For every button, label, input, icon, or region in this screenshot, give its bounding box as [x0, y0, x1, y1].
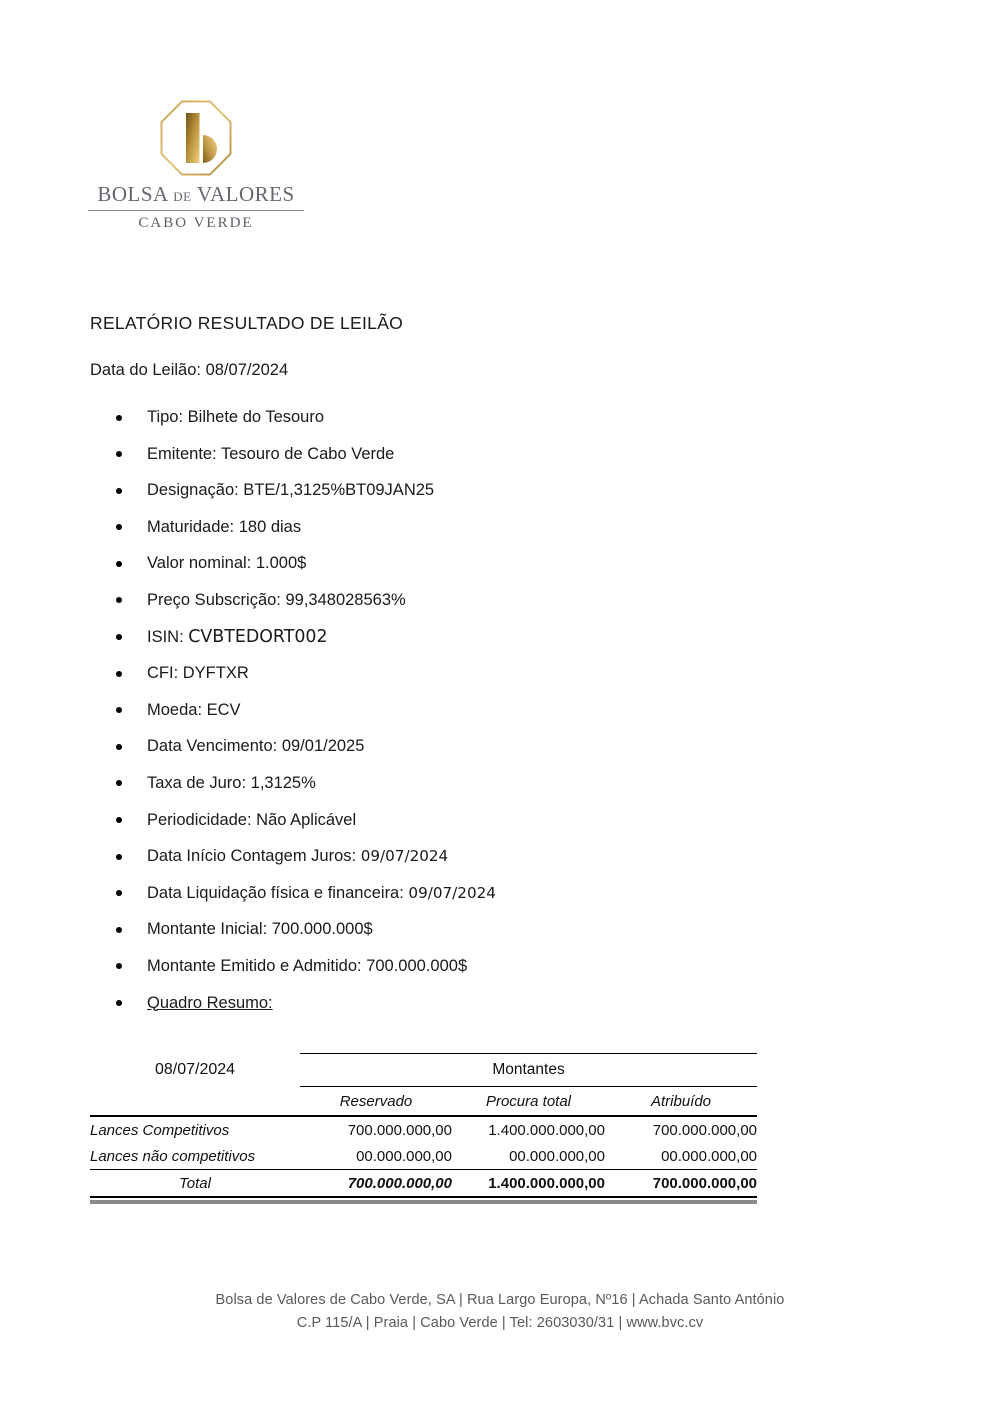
list-item-emitente: Emitente: Tesouro de Cabo Verde — [90, 443, 940, 466]
summary-table — [90, 1053, 757, 1198]
list-item-data-liquidacao: Data Liquidação física e financeira: 09/07/2024 — [90, 882, 940, 905]
cell-atribuido: 700.000.000,00 — [652, 1121, 758, 1139]
col-header-atribuido: Atribuído — [605, 1087, 757, 1117]
details-list — [90, 406, 940, 1028]
total-reservado: 700.000.000,00 — [300, 1170, 452, 1198]
list-item-preco-subscricao: Preço Subscrição: 99,348028563% — [90, 589, 940, 612]
logo-subtitle: CABO VERDE — [138, 215, 254, 231]
cell-procura-total: 1.400.000.000,00 — [488, 1121, 605, 1139]
list-item-periodicidade: Periodicidade: Não Aplicável — [90, 809, 940, 832]
footer-contact-line: C.P 115/A | Praia | Cabo Verde | Tel: 2603030/31 | www.bvc.cv — [296, 1315, 704, 1331]
list-item-quadro-resumo: Quadro Resumo: — [90, 992, 940, 1015]
list-item-cfi: CFI: DYFTXR — [90, 662, 940, 685]
table-row-lances-competitivos — [90, 1116, 757, 1143]
list-item-designacao: Designação: BTE/1,3125%BT09JAN25 — [90, 479, 940, 502]
table-row-lances-nao-competitivos — [90, 1143, 757, 1170]
logo-word-bolsa: BOLSA — [97, 182, 168, 206]
footer-address-line: Bolsa de Valores de Cabo Verde, SA | Rua Largo Europa, Nº16 | Achada Santo António — [215, 1292, 785, 1308]
logo-word-valores: VALORES — [197, 182, 295, 206]
list-item-tipo: Tipo: Bilhete do Tesouro — [90, 406, 940, 429]
total-atribuido: 700.000.000,00 — [605, 1170, 757, 1198]
page-footer — [0, 1289, 1000, 1335]
table-blank-cell — [90, 1087, 300, 1117]
table-corner-date: 08/07/2024 — [154, 1061, 236, 1078]
list-item-montante-inicial: Montante Inicial: 700.000.000$ — [90, 918, 940, 941]
total-procura-total: 1.400.000.000,00 — [452, 1170, 605, 1198]
bvc-logo — [88, 100, 304, 232]
list-item-data-vencimento: Data Vencimento: 09/01/2025 — [90, 735, 940, 758]
list-item-taxa-juro: Taxa de Juro: 1,3125% — [90, 772, 940, 795]
summary-table-wrap — [90, 1053, 757, 1204]
table-bottom-rule — [90, 1200, 757, 1204]
list-item-valor-nominal: Valor nominal: 1.000$ — [90, 552, 940, 575]
table-group-header-montantes: Montantes — [300, 1054, 757, 1087]
list-item-data-inicio-juros: Data Início Contagem Juros: 09/07/2024 — [90, 845, 940, 868]
list-item-moeda: Moeda: ECV — [90, 699, 940, 722]
logo-org-name — [88, 182, 304, 211]
cell-atribuido: 00.000.000,00 — [605, 1143, 757, 1170]
total-label: Total — [90, 1170, 300, 1198]
row-label: Lances Competitivos — [90, 1121, 230, 1139]
report-title: RELATÓRIO RESULTADO DE LEILÃO — [90, 313, 404, 333]
table-row-total — [90, 1170, 757, 1198]
gold-b-octagon-icon — [160, 100, 232, 176]
cell-procura-total: 00.000.000,00 — [452, 1143, 605, 1170]
list-item-isin: ISIN: CVBTEDORT002 — [90, 626, 940, 649]
list-item-montante-emitido: Montante Emitido e Admitido: 700.000.000$ — [90, 955, 940, 978]
list-item-maturidade: Maturidade: 180 dias — [90, 516, 940, 539]
auction-date-line: Data do Leilão: 08/07/2024 — [90, 361, 289, 379]
cell-reservado: 00.000.000,00 — [300, 1143, 452, 1170]
row-label: Lances não competitivos — [90, 1143, 300, 1170]
cell-reservado: 700.000.000,00 — [347, 1121, 452, 1139]
col-header-procura-total: Procura total — [452, 1087, 605, 1117]
col-header-reservado: Reservado — [300, 1087, 452, 1117]
logo-word-de: DE — [173, 189, 192, 204]
